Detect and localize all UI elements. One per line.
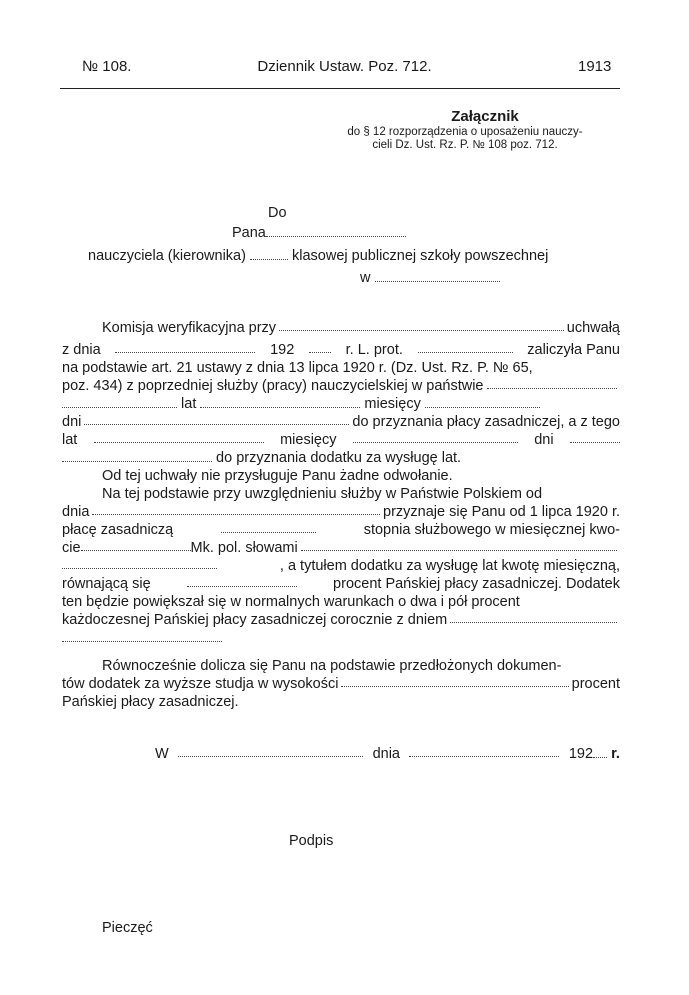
addressee-do: Do: [268, 205, 287, 221]
issue-number: № 108.: [82, 58, 132, 75]
body-line-14: , a tytułem dodatku za wysługę lat kwotę miesięczną,: [62, 557, 620, 575]
body-line-17: każdoczesnej Pańskiej płacy zasadniczej corocznie z dniem: [62, 611, 620, 629]
attachment-ref-line2: cieli Dz. Ust. Rz. P. № 108 poz. 712.: [372, 139, 558, 151]
body-line-6: dni do przyznania płacy zasadniczej, a z tego: [62, 414, 620, 430]
stamp-label: Pieczęć: [102, 920, 153, 936]
body-line-8: do przyznania dodatku za wysługę lat.: [62, 449, 620, 467]
date-line: W dnia 192 r.: [155, 746, 620, 762]
header-rule: [60, 88, 620, 89]
body-line-9: Od tej uchwały nie przysługuje Panu żadne odwołanie.: [102, 468, 453, 484]
addressee-pana: Pana: [232, 225, 406, 241]
body-line-5: lat miesięcy: [62, 395, 620, 413]
page-number: 1913: [578, 58, 612, 75]
journal-title: Dziennik Ustaw. Poz. 712.: [257, 58, 432, 75]
body-line-7: lat miesięcy dni: [62, 431, 620, 449]
body-line-11: dnia przyznaje się Panu od 1 lipca 1920 r.: [62, 504, 620, 520]
addressee-teacher-line: nauczyciela (kierownika) klasowej publicznej szkoły powszechnej: [88, 248, 549, 264]
attachment-ref-line1: do § 12 rozporządzenia o uposażeniu nauczy-: [347, 126, 583, 138]
body-line-16: ten będzie powiększał się w normalnych warunkach o dwa i pół procent: [62, 594, 520, 610]
body-line-19: Równocześnie dolicza się Panu na podstawie przedłożonych dokumen-: [102, 658, 562, 674]
attachment-title: Załącznik: [451, 108, 519, 125]
body-line-1: Komisja weryfikacyjna przy uchwałą: [102, 320, 620, 336]
body-line-12: płacę zasadniczą stopnia służbowego w miesięcznej kwo-: [62, 522, 620, 538]
body-line-20: tów dodatek za wyższe studja w wysokości procent: [62, 676, 620, 692]
body-line-21: Pańskiej płacy zasadniczej.: [62, 694, 239, 710]
body-line-3: na podstawie art. 21 ustawy z dnia 13 lipca 1920 r. (Dz. Ust. Rz. P. № 65,: [62, 360, 533, 376]
signature-label: Podpis: [289, 833, 334, 849]
addressee-place: w: [360, 270, 500, 286]
body-line-18: [62, 629, 620, 647]
body-line-10: Na tej podstawie przy uwzględnieniu służby w Państwie Polskiem od: [102, 486, 543, 502]
body-line-15: równającą się procent Pańskiej płacy zasadniczej. Dodatek: [62, 576, 620, 592]
body-line-2: z dnia 192 r. L. prot. zaliczyła Panu: [62, 342, 620, 358]
body-line-4: poz. 434) z poprzedniej służby (pracy) nauczycielskiej w państwie: [62, 377, 620, 395]
body-line-13: cie Mk. pol. słowami: [62, 539, 620, 557]
